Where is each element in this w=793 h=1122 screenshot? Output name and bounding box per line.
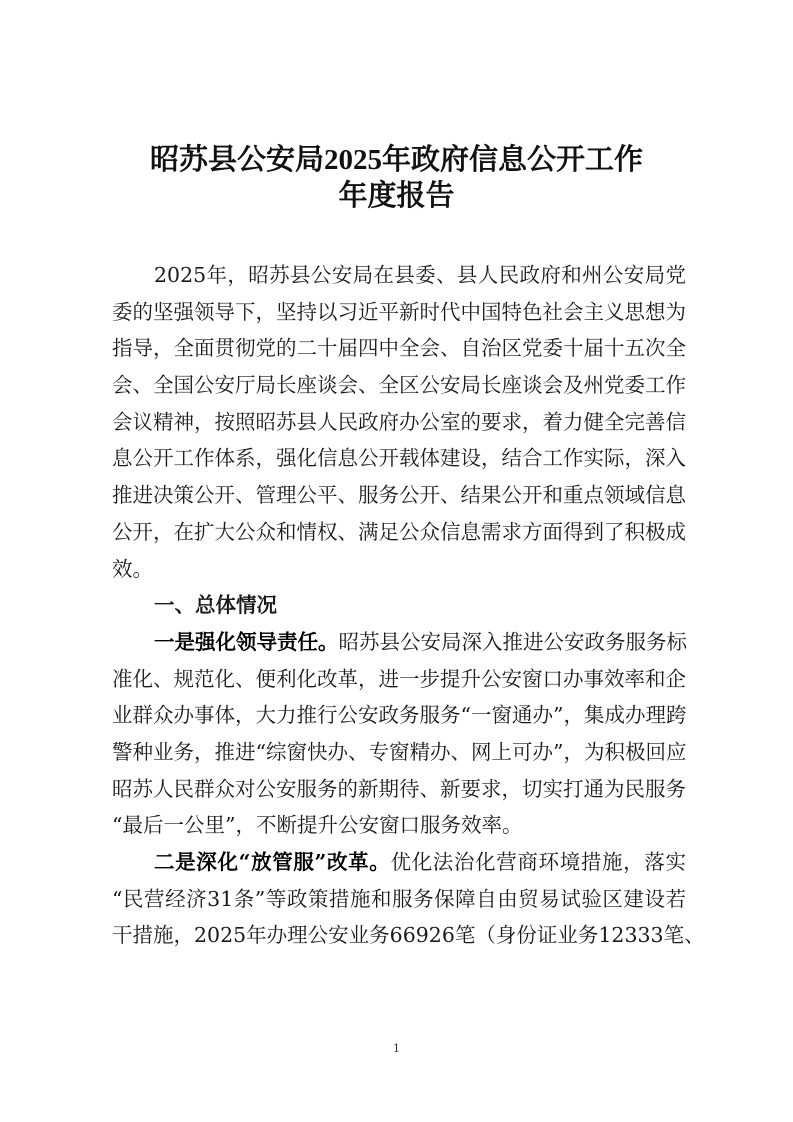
page-number: 1 <box>393 1042 400 1055</box>
item-line: “民营经济31条”等政策措施和服务保障自由贸易试验区建设若 <box>112 886 686 911</box>
intro-paragraph <box>112 257 686 587</box>
item-line: 准化、规范化、便利化改革，进一步提升公安窗口办事效率和企 <box>112 666 686 691</box>
section-heading: 一、总体情况 <box>154 593 277 618</box>
report-title-line2: 年度报告 <box>338 180 455 212</box>
item-lead: 一是强化领导责任。 <box>154 629 339 654</box>
item-text: 优化法治化营商环境措施，落实 <box>390 850 686 874</box>
intro-line: 会议精神，按照昭苏县人民政府办公室的要求，着力健全完善信 <box>112 409 686 434</box>
item-strengthen-leadership <box>112 624 686 844</box>
item-line: 警种业务，推进“综窗快办、专窗精办、网上可办”，为积极回应 <box>112 739 687 764</box>
item-deepen-reform <box>112 844 705 954</box>
intro-line: 指导，全面贯彻党的二十届四中全会、自治区党委十届十五次全 <box>112 336 686 361</box>
item-line: 干措施，2025年办理公安业务66926笔（身份证业务12333笔、 <box>112 923 705 948</box>
intro-line: 会、全国公安厅局长座谈会、全区公安局长座谈会及州党委工作 <box>112 373 686 398</box>
intro-line: 2025年，昭苏县公安局在县委、县人民政府和州公安局党 <box>154 263 686 287</box>
item-lead: 二是深化“放管服”改革。 <box>154 850 391 874</box>
intro-line: 委的坚强领导下，坚持以习近平新时代中国特色社会主义思想为 <box>112 299 686 324</box>
item-line: “最后一公里”，不断提升公安窗口服务效率。 <box>112 813 523 838</box>
item-line: 昭苏人民群众对公安服务的新期待、新要求，切实打通为民服务 <box>112 776 686 801</box>
intro-line: 推进决策公开、管理公平、服务公开、结果公开和重点领域信息 <box>112 483 686 508</box>
report-title-line1: 昭苏县公安局2025年政府信息公开工作 <box>149 144 643 176</box>
item-text: 昭苏县公安局深入推进公安政务服务标 <box>338 629 687 654</box>
item-line: 业群众办事体，大力推行公安政务服务“一窗通办”，集成办理跨 <box>112 703 687 728</box>
intro-line: 效。 <box>112 556 153 581</box>
intro-line: 息公开工作体系，强化信息公开载体建设，结合工作实际，深入 <box>112 446 686 471</box>
intro-line: 公开，在扩大公众和情权、满足公众信息需求方面得到了积极成 <box>112 519 686 544</box>
report-body <box>112 257 705 954</box>
